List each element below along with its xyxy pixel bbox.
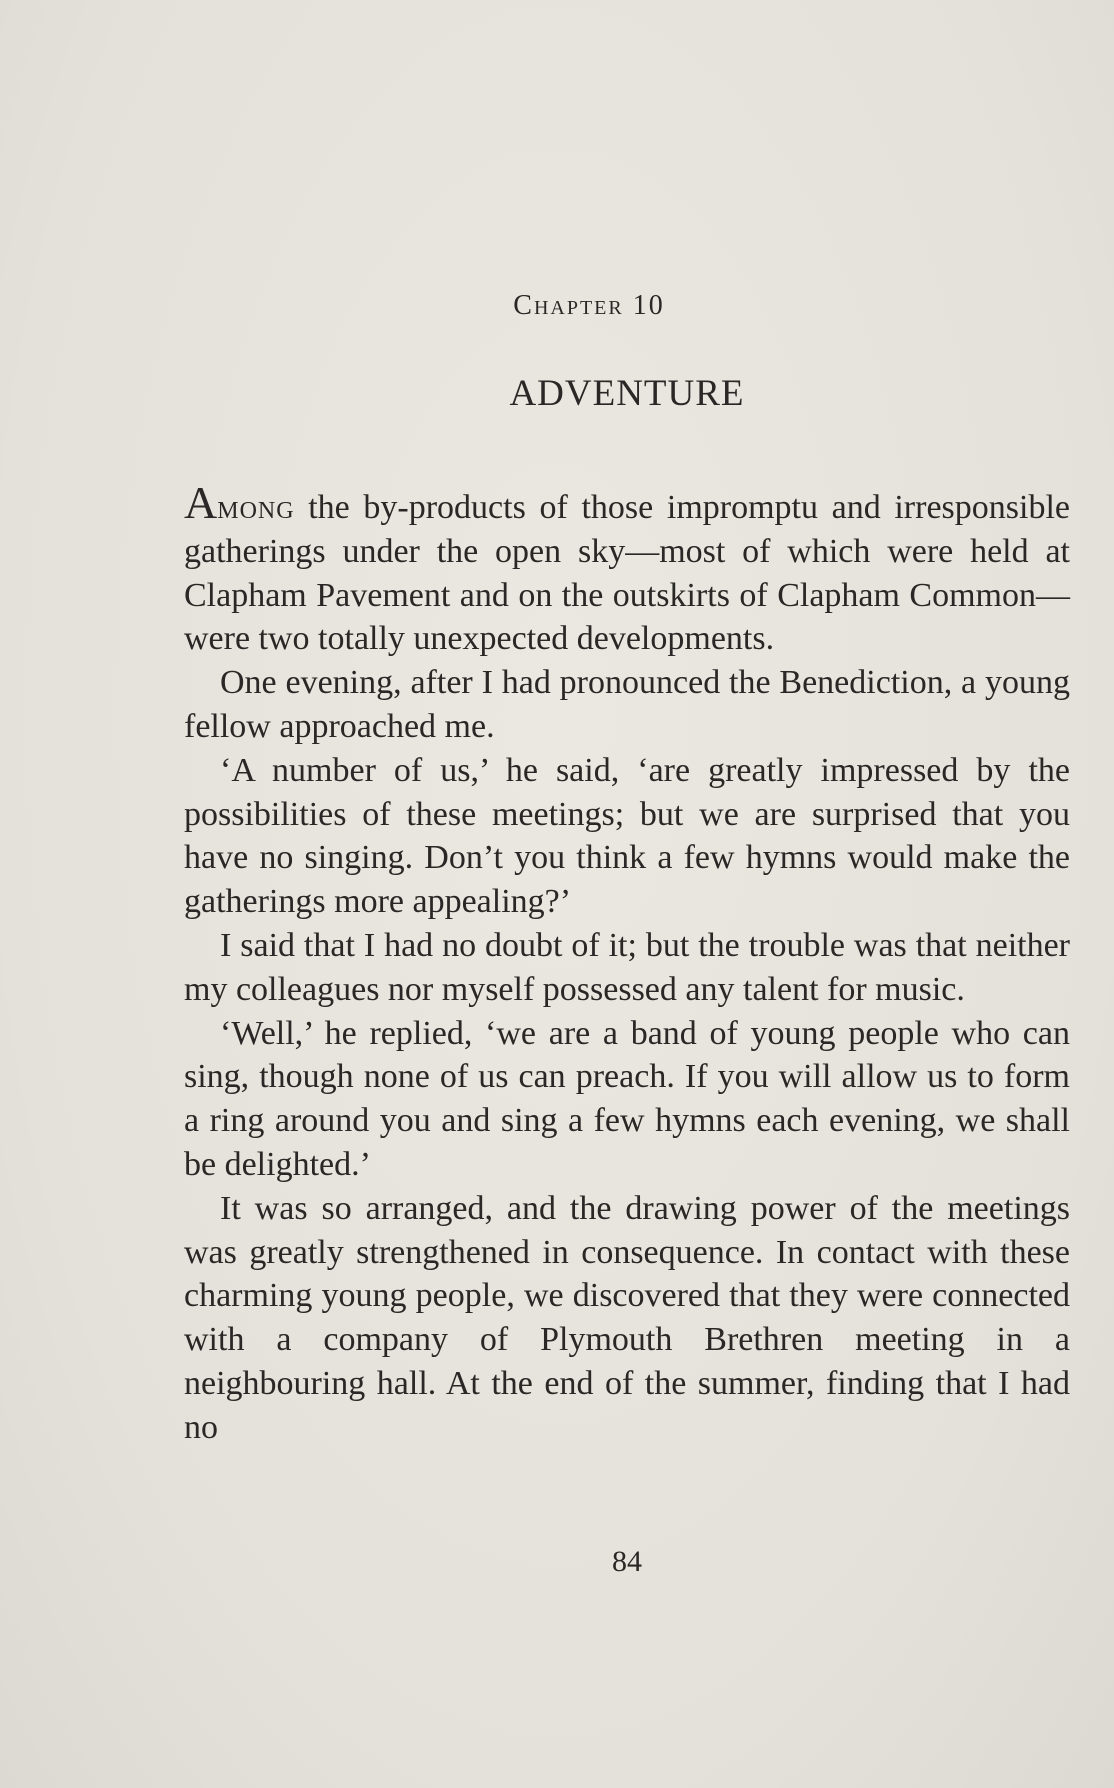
page-number: 84 [612, 1545, 642, 1578]
paragraph: ‘Well,’ he replied, ‘we are a band of young people who can sing, though none of us can preach. If you will allow us to form a ring around you and sing a few hymns each evening, we shall be delighted.’ [184, 1014, 1070, 1183]
paragraph: One evening, after I had pronounced the Benediction, a young fellow approached me. [184, 664, 1070, 745]
chapter-title: ADVENTURE [509, 373, 745, 414]
body-text [184, 477, 1070, 1450]
chapter-label: Chapter 10 [513, 290, 665, 321]
paragraph: It was so arranged, and the drawing power of the meetings was greatly strengthened in consequence. In contact with these charming young people, we discovered that they were connected with a company of Plymouth Brethren meeting in a neighbouring hall. At the end of the summer, finding that I had no [184, 1189, 1070, 1446]
paragraph-text: the by-products of those impromptu and irresponsible gatherings under the open sky—most of which were held at Clapham Pavement and on the outskirts of Clapham Common—were two totally unexpected developments. [184, 489, 1070, 658]
paragraph: I said that I had no doubt of it; but the trouble was that neither my colleagues nor myself possessed any talent for music. [184, 926, 1070, 1008]
small-caps-word: mong [217, 489, 295, 526]
paragraph [184, 477, 1070, 661]
drop-cap: A [184, 477, 218, 528]
paragraph: ‘A number of us,’ he said, ‘are greatly impressed by the possibilities of these meetings; but we are surprised that you have no singing. Don’t you think a few hymns would make the gatherings more appealing?’ [184, 751, 1070, 921]
